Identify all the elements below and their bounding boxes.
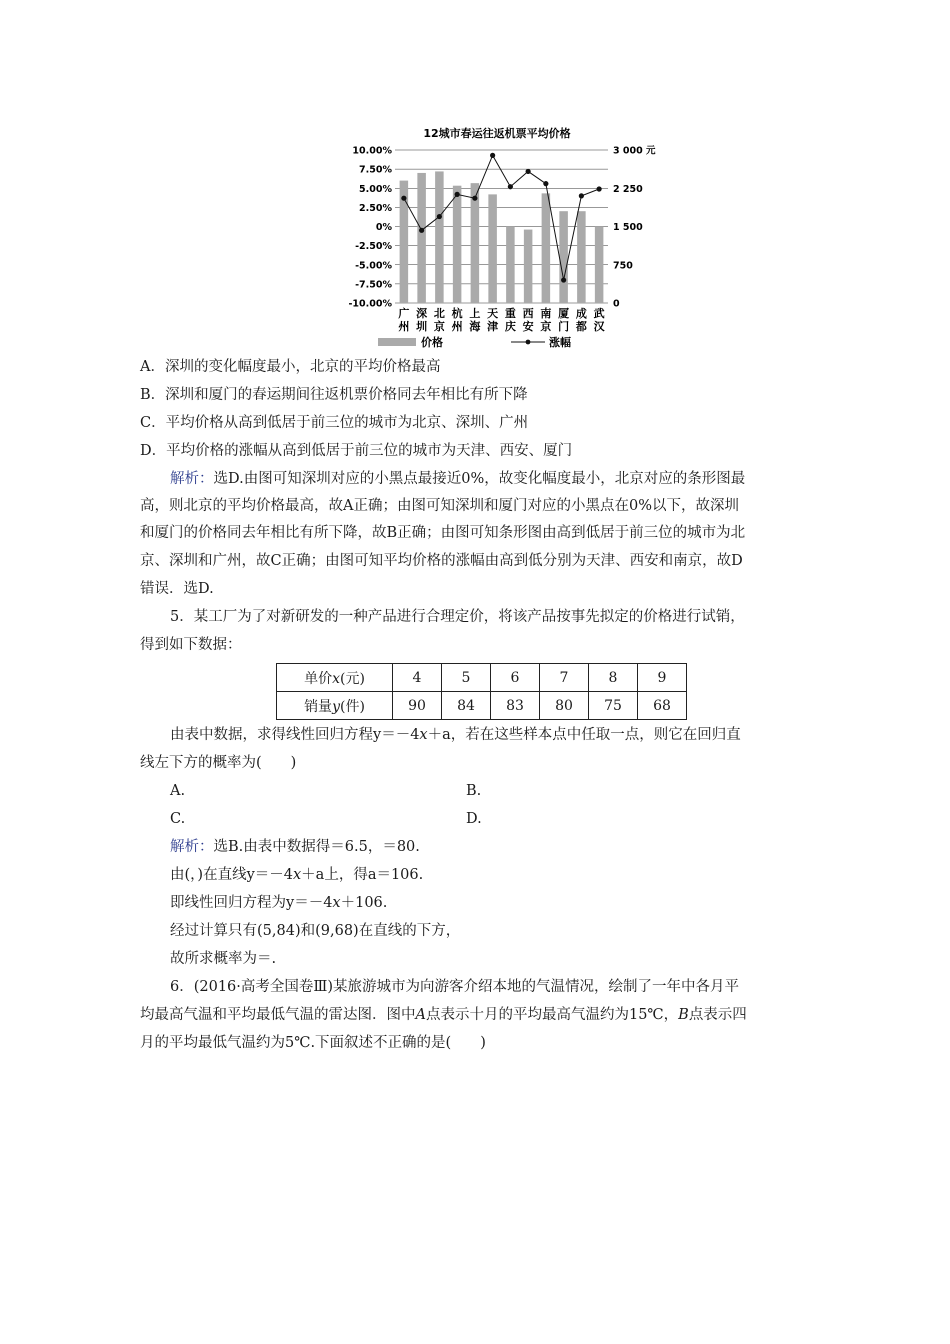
x-tick-label: 杭	[451, 307, 463, 320]
table-cell: 6	[491, 664, 540, 692]
q6-stem-line-2: 均最高气温和平均最低气温的雷达图．图中A点表示十月的平均最高气温约为15℃，B点表示四	[140, 1007, 747, 1023]
x-tick-label: 州	[398, 320, 410, 333]
point-南京	[543, 181, 548, 186]
bar-杭州	[453, 186, 462, 303]
q6-stem-line-3: 月的平均最低气温约为5℃.下面叙述不正确的是( )	[140, 1035, 486, 1051]
table-cell: 4	[393, 664, 442, 692]
x-tick-label: 成	[575, 307, 587, 320]
right-tick-label: 2 250	[613, 183, 643, 195]
q4-solution-line-4: 京、深圳和广州，故C正确；由图可知平均价格的涨幅由高到低分别为天津、西安和南京，故D	[140, 553, 743, 569]
x-tick-label: 庆	[504, 320, 516, 333]
line-series	[404, 155, 599, 280]
bar-天津	[488, 194, 497, 303]
x-tick-label: 广	[398, 307, 410, 320]
table-cell: 68	[638, 692, 687, 720]
q5-stem-line-4: 线左下方的概率为( )	[140, 755, 297, 771]
x-tick-label: 南	[540, 307, 552, 320]
legend-line-marker	[526, 340, 531, 345]
legend-bar-label: 价格	[421, 336, 443, 349]
table-cell: 5	[442, 664, 491, 692]
point-天津	[490, 153, 495, 158]
table-head-price: 单价x(元)	[277, 664, 393, 692]
x-tick-label: 门	[558, 320, 570, 333]
left-tick-label: -5.00%	[355, 260, 392, 272]
chart-svg	[335, 122, 665, 352]
bar-武汉	[595, 227, 604, 304]
chart-legend	[378, 335, 571, 349]
left-tick-label: 2.50%	[359, 202, 392, 214]
table-cell: 84	[442, 692, 491, 720]
bar-北京	[435, 171, 444, 303]
x-tick-label: 都	[575, 320, 587, 333]
point-武汉	[597, 186, 602, 191]
left-tick-label: -10.00%	[348, 298, 392, 310]
table-row-sales	[277, 692, 687, 720]
left-tick-label: -2.50%	[355, 241, 392, 253]
table-cell: 83	[491, 692, 540, 720]
chart	[335, 122, 665, 352]
x-tick-label: 津	[487, 320, 499, 333]
legend-line-label: 涨幅	[549, 336, 571, 349]
q4-option-c: C．平均价格从高到低居于前三位的城市为北京、深圳、广州	[140, 415, 529, 431]
q4-solution-line-3: 和厦门的价格同去年相比有所下降，故B正确；由图可知条形图由高到低居于前三位的城市为北	[140, 525, 746, 541]
x-tick-label: 京	[540, 320, 552, 333]
q4-solution-text-1: 选D.由图可知深圳对应的小黑点最接近0%，故变化幅度最小，北京对应的条形图最	[213, 471, 746, 487]
left-tick-label: 7.50%	[359, 164, 392, 176]
bar-西安	[524, 230, 533, 303]
right-tick-label: 0	[613, 298, 620, 310]
q5-stem-line-2: 得到如下数据：	[140, 637, 242, 653]
q4-solution-line-2: 高，则北京的平均价格最高，故A正确；由图可知深圳和厦门对应的小黑点在0%以下，故深圳	[140, 498, 739, 514]
q4-solution-label: 解析：	[170, 471, 214, 487]
x-tick-label: 西	[522, 307, 534, 320]
table-head-sales: 销量y(件)	[277, 692, 393, 720]
x-tick-label: 京	[433, 320, 445, 333]
x-tick-label: 上	[469, 307, 481, 320]
q5-option-b: B.	[466, 783, 482, 799]
q5-solution-line-1: 解析：选B.由表中数据得＝6.5，＝80.	[170, 839, 420, 855]
q4-solution-line-1	[170, 469, 745, 489]
q5-data-table	[276, 663, 687, 720]
chart-title: 12城市春运往返机票平均价格	[423, 127, 571, 140]
left-tick-label: 0%	[375, 222, 392, 233]
q5-solution-line-3: 即线性回归方程为y＝－4x＋106.	[170, 895, 388, 911]
q5-stem-line-1: 5．某工厂为了对新研发的一种产品进行合理定价，将该产品按事先拟定的价格进行试销，	[170, 609, 745, 625]
x-tick-label: 北	[433, 307, 445, 320]
left-tick-label: 5.00%	[359, 183, 392, 195]
left-tick-label: -7.50%	[355, 279, 392, 291]
point-上海	[472, 196, 477, 201]
q4-option-b: B．深圳和厦门的春运期间往返机票价格同去年相比有所下降	[140, 387, 528, 403]
q5-solution-line-2: 由(，)在直线y＝－4x＋a上，得a＝106.	[170, 867, 424, 883]
legend-bar-swatch	[378, 338, 416, 346]
table-cell: 80	[540, 692, 589, 720]
point-重庆	[508, 184, 513, 189]
q5-option-d: D.	[466, 811, 482, 827]
point-成都	[579, 193, 584, 198]
bar-重庆	[506, 227, 515, 304]
point-西安	[526, 169, 531, 174]
x-tick-label: 厦	[558, 307, 570, 320]
bar-南京	[542, 193, 551, 303]
table-cell: 90	[393, 692, 442, 720]
table-cell: 7	[540, 664, 589, 692]
x-tick-label: 汉	[593, 320, 605, 333]
right-tick-label: 1 500	[613, 222, 643, 233]
q5-option-a: A.	[170, 783, 186, 799]
x-tick-label: 圳	[416, 320, 428, 333]
q5-solution-line-4: 经过计算只有(5,84)和(9,68)在直线的下方，	[170, 923, 461, 939]
bar-深圳	[417, 173, 426, 303]
x-tick-label: 州	[451, 320, 463, 333]
point-深圳	[419, 228, 424, 233]
point-杭州	[455, 192, 460, 197]
bar-成都	[577, 211, 586, 303]
q4-solution-line-5: 错误．选D.	[140, 581, 214, 597]
x-tick-label: 深	[416, 307, 428, 320]
q4-option-d: D．平均价格的涨幅从高到低居于前三位的城市为天津、西安、厦门	[140, 443, 573, 459]
q5-solution-label: 解析：	[170, 839, 214, 855]
q5-solution-line-5: 故所求概率为＝.	[170, 951, 277, 967]
bar-上海	[471, 183, 480, 303]
right-tick-label: 750	[613, 260, 633, 272]
x-tick-label: 武	[593, 307, 605, 320]
table-cell: 8	[589, 664, 638, 692]
q4-option-a: A．深圳的变化幅度最小，北京的平均价格最高	[140, 359, 441, 375]
point-北京	[437, 214, 442, 219]
q5-option-c: C.	[170, 811, 186, 827]
x-tick-label: 天	[487, 307, 499, 320]
table-cell: 9	[638, 664, 687, 692]
x-tick-label: 重	[504, 307, 516, 320]
q6-stem-line-1: 6．(2016·高考全国卷Ⅲ)某旅游城市为向游客介绍本地的气温情况，绘制了一年中各月平	[170, 979, 740, 995]
q5-stem-line-3: 由表中数据，求得线性回归方程y＝－4x＋a，若在这些样本点中任取一点，则它在回归直	[170, 727, 741, 743]
table-row-price	[277, 664, 687, 692]
x-tick-label: 海	[469, 320, 481, 333]
point-厦门	[561, 277, 566, 282]
table-cell: 75	[589, 692, 638, 720]
x-tick-label: 安	[522, 320, 534, 333]
left-tick-label: 10.00%	[352, 145, 392, 157]
point-广州	[401, 196, 406, 201]
right-tick-label: 3 000 元	[613, 145, 656, 157]
bar-厦门	[559, 211, 568, 303]
